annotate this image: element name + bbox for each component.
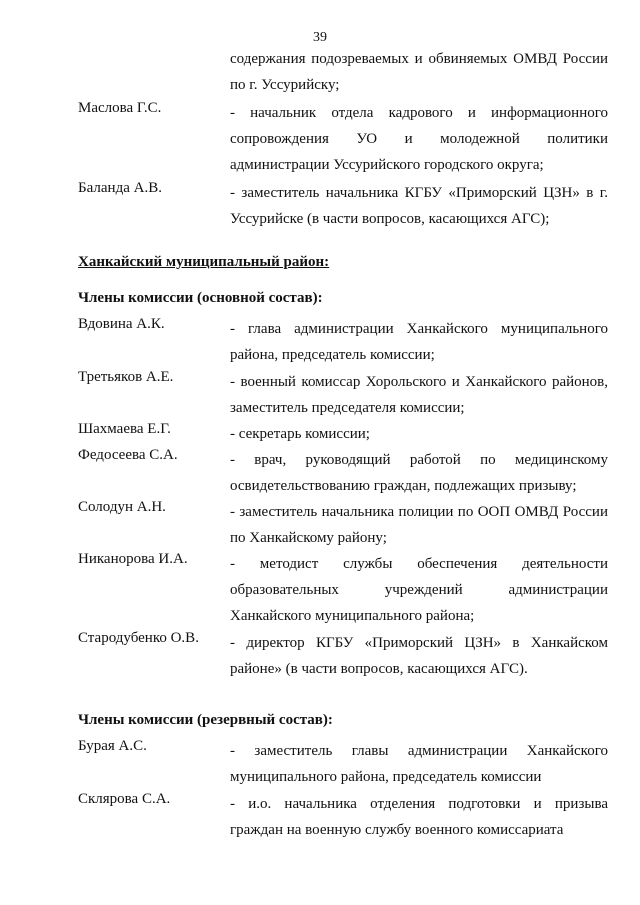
- member-description: - военный комиссар Хорольского и Ханкайского районов, заместитель председателя комиссии;: [230, 374, 608, 416]
- member-description: - заместитель начальника полиции по ООП ОМВД России по Ханкайскому району;: [230, 504, 608, 546]
- member-description: - заместитель начальника КГБУ «Приморский ЦЗН» в г. Уссурийске (в части вопросов, касающихся АГС);: [230, 185, 608, 227]
- member-name: Вдовина А.К.: [78, 316, 165, 332]
- member-description: - заместитель главы администрации Ханкайского муниципального района, председатель комиссии: [230, 743, 608, 785]
- member-description: содержания подозреваемых и обвиняемых ОМВД России по г. Уссурийску;: [230, 51, 608, 93]
- member-description: - секретарь комиссии;: [230, 426, 370, 442]
- member-description: - врач, руководящий работой по медицинскому освидетельствованию граждан, подлежащих призыву;: [230, 452, 608, 494]
- member-description: - глава администрации Ханкайского муниципального района, председатель комиссии;: [230, 321, 608, 363]
- member-description: - директор КГБУ «Приморский ЦЗН» в Ханкайском районе» (в части вопросов, касающихся АГС).: [230, 635, 608, 677]
- member-name: Маслова Г.С.: [78, 100, 162, 116]
- member-name: Бурая А.С.: [78, 738, 147, 754]
- member-name: Стародубенко О.В.: [78, 630, 199, 646]
- member-description: - начальник отдела кадрового и информационного сопровождения УО и молодежной политики администрации Уссурийского городского округа;: [230, 105, 608, 173]
- main-composition-heading: Члены комиссии (основной состав):: [78, 290, 323, 306]
- member-name: Баланда А.В.: [78, 180, 162, 196]
- page-number: 39: [313, 30, 327, 45]
- member-description: - методист службы обеспечения деятельности образовательных учреждений администрации Ханкайского муниципального района;: [230, 556, 608, 624]
- member-description: - и.о. начальника отделения подготовки и призыва граждан на военную службу военного комиссариата: [230, 796, 608, 838]
- member-name: Солодун А.Н.: [78, 499, 166, 515]
- member-name: Федосеева С.А.: [78, 447, 178, 463]
- member-name: Склярова С.А.: [78, 791, 171, 807]
- member-name: Никанорова И.А.: [78, 551, 188, 567]
- section-heading: Ханкайский муниципальный район:: [78, 254, 330, 270]
- member-name: Шахмаева Е.Г.: [78, 421, 171, 437]
- member-name: Третьяков А.Е.: [78, 369, 174, 385]
- reserve-composition-heading: Члены комиссии (резервный состав):: [78, 712, 333, 728]
